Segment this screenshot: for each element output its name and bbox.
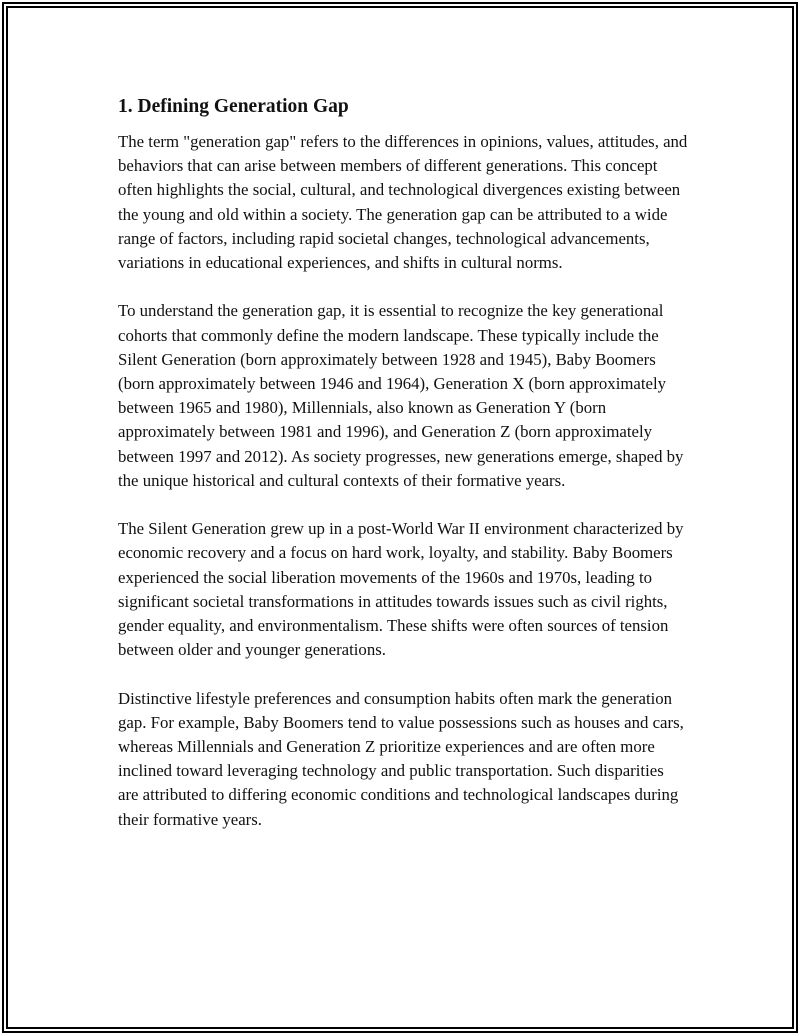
document-body bbox=[118, 94, 688, 856]
paragraph-generational-cohorts: To understand the generation gap, it is essential to recognize the key generational cohorts that commonly define the modern landscape. These typically include the Silent Generation (born approximately between 1928 and 1945), Baby Boomers (born approximately between 1946 and 1964), Generation X (born approximately between 1965 and 1980), Millennials, also known as Generation Y (born approximately between 1981 and 1996), and Generation Z (born approximately between 1997 and 2012). As society progresses, new generations emerge, shaped by the unique historical and cultural contexts of their formative years. bbox=[118, 301, 684, 490]
paragraph-silent-generation-boomers: The Silent Generation grew up in a post-World War II environment characterized by economic recovery and a focus on hard work, loyalty, and stability. Baby Boomers experienced the social liberation movements of the 1960s and 1970s, leading to significant societal transformations in attitudes towards issues such as civil rights, gender equality, and environmentalism. These shifts were often sources of tension between older and younger generations. bbox=[118, 519, 684, 660]
paragraph-lifestyle-preferences: Distinctive lifestyle preferences and consumption habits often mark the generation gap. For example, Baby Boomers tend to value possessions such as houses and cars, whereas Millennials and Generation Z prioritize experiences and are often more inclined toward leveraging technology and public transportation. Such disparities are attributed to differing economic conditions and technological landscapes during their formative years. bbox=[118, 688, 684, 829]
paragraph-definition: The term "generation gap" refers to the differences in opinions, values, attitudes, and behaviors that can arise between members of different generations. This concept often highlights the social, cultural, and technological divergences existing between the young and old within a society. The generation gap can be attributed to a wide range of factors, including rapid societal changes, technological advancements, variations in educational experiences, and shifts in cultural norms. bbox=[118, 132, 688, 273]
section-heading: 1. Defining Generation Gap bbox=[118, 96, 349, 117]
